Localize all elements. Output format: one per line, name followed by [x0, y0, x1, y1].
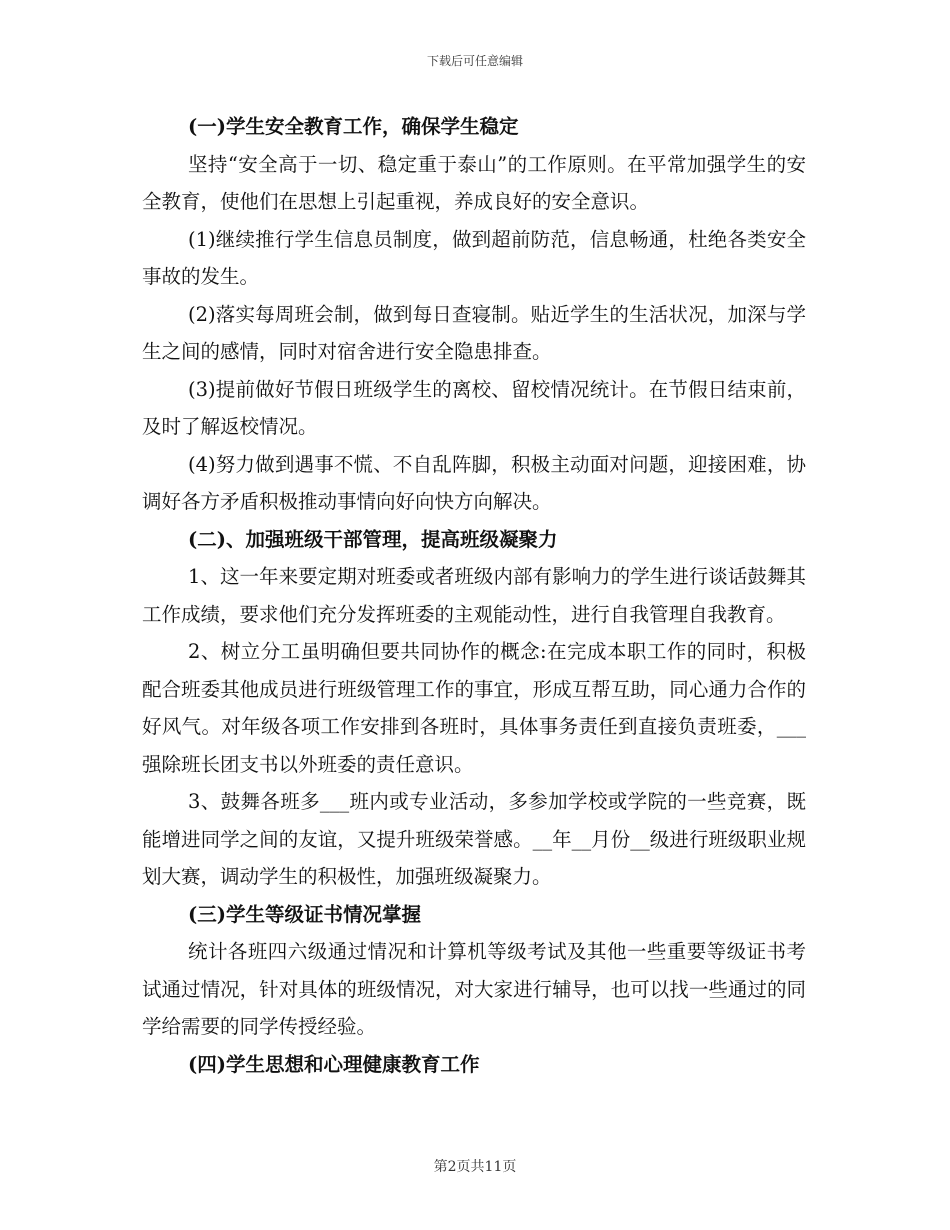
page-header: 下载后可任意编辑 [426, 54, 523, 68]
section-heading: (二)、加强班级干部管理，提高班级凝聚力 [188, 527, 558, 551]
body-paragraph: 1、这一年来要定期对班委或者班级内部有影响力的学生进行谈话鼓舞其工作成绩，要求他们充分发挥班委的主观能动性，进行自我管理自我教育。 [142, 565, 806, 626]
section-heading: (四)学生思想和心理健康教育工作 [188, 1052, 480, 1076]
body-paragraph: (2)落实每周班会制，做到每日查寝制。贴近学生的生活状况，加深与学生之间的感情，同时对宿舍进行安全隐患排查。 [142, 302, 806, 363]
page-footer: 第2页共11页 [433, 1159, 517, 1175]
document-body [142, 108, 806, 1083]
section-heading: (一)学生安全教育工作，确保学生稳定 [188, 115, 519, 138]
body-paragraph: 3、鼓舞各班多___班内或专业活动，多参加学校或学院的一些竞赛，既能增进同学之间的友谊，又提升班级荣誉感。__年__月份__级进行班级职业规划大赛，调动学生的积极性，加强班级凝聚力。 [142, 790, 806, 888]
body-paragraph: 2、树立分工虽明确但要共同协作的概念:在完成本职工作的同时，积极配合班委其他成员进行班级管理工作的事宜，形成互帮互助，同心通力合作的好风气。对年级各项工作安排到各班时，具体事务责任到直接负责班委，___强除班长团支书以外班委的责任意识。 [142, 640, 806, 776]
body-paragraph: (1)继续推行学生信息员制度，做到超前防范，信息畅通，杜绝各类安全事故的发生。 [142, 227, 806, 288]
section-heading: (三)学生等级证书情况掌握 [188, 902, 421, 926]
body-paragraph: (4)努力做到遇事不慌、不自乱阵脚，积极主动面对问题，迎接困难，协调好各方矛盾积极推动事情向好向快方向解决。 [142, 452, 806, 513]
body-paragraph: 统计各班四六级通过情况和计算机等级考试及其他一些重要等级证书考试通过情况，针对具体的班级情况，对大家进行辅导，也可以找一些通过的同学给需要的同学传授经验。 [142, 940, 806, 1038]
body-paragraph: (3)提前做好节假日班级学生的离校、留校情况统计。在节假日结束前，及时了解返校情况。 [142, 377, 806, 438]
body-paragraph: 坚持“安全高于一切、稳定重于泰山”的工作原则。在平常加强学生的安全教育，使他们在思想上引起重视，养成良好的安全意识。 [142, 152, 806, 213]
